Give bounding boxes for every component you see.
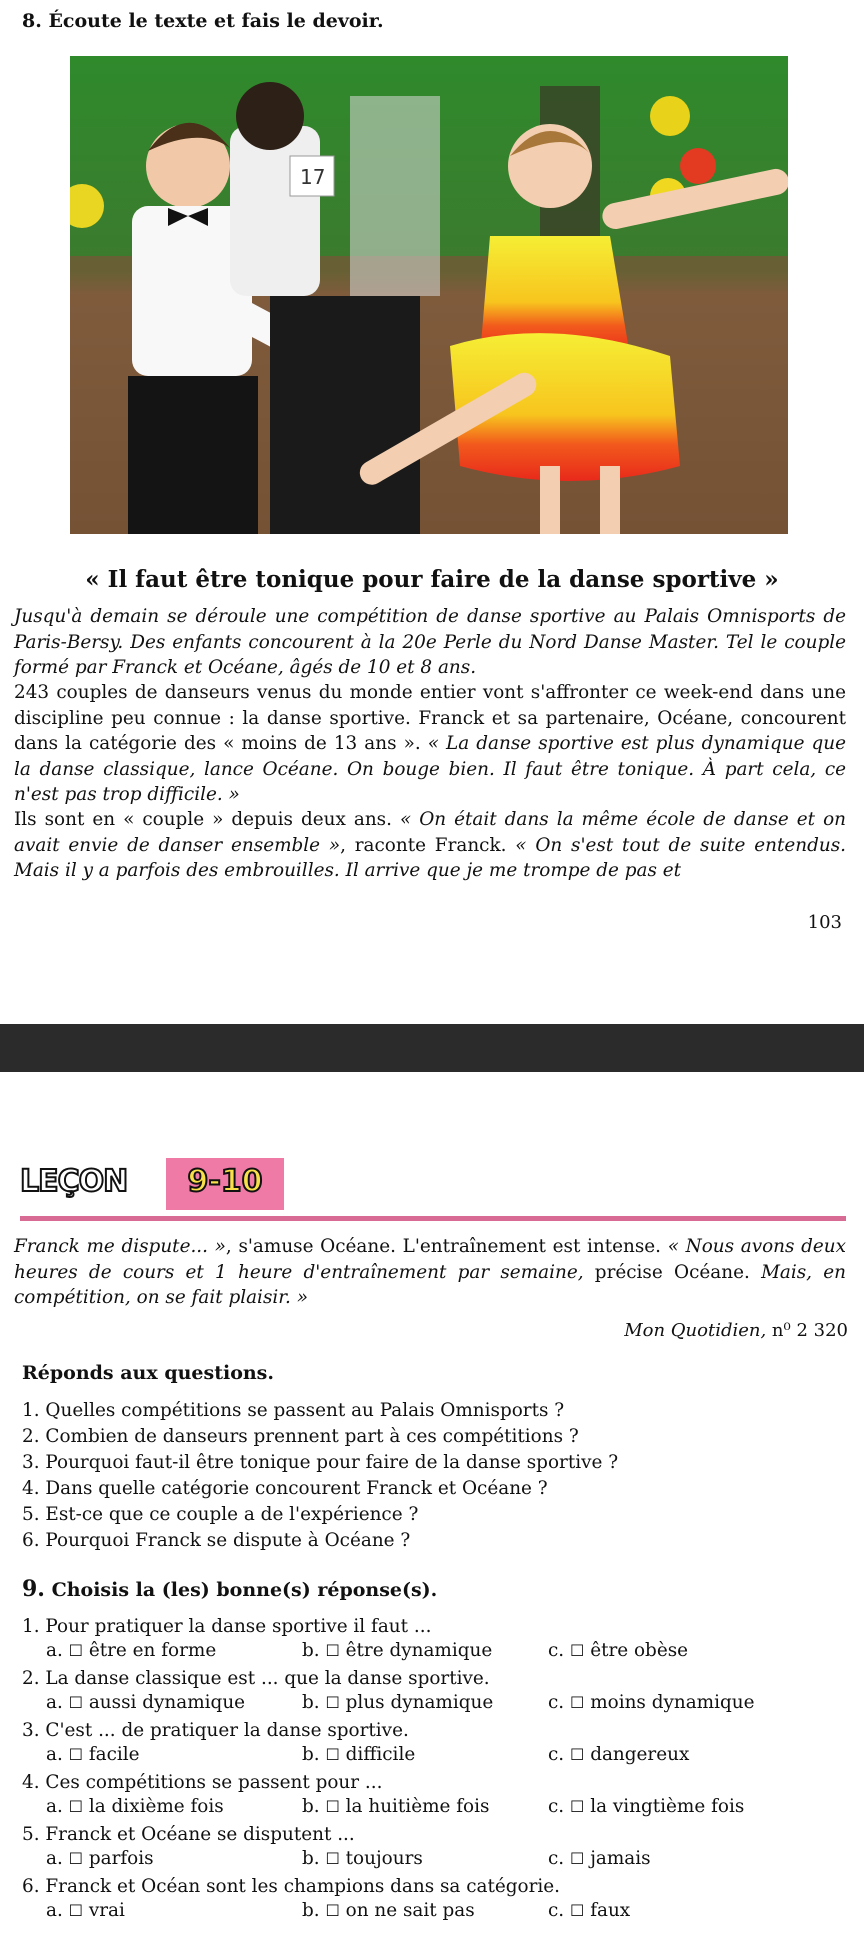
checkbox-icon[interactable]: ☐ — [325, 1797, 340, 1816]
article-source — [624, 1320, 848, 1341]
p4-quote-1: Franck me dispute... » — [14, 1236, 226, 1257]
option-letter: b. — [302, 1692, 326, 1713]
option-text: aussi dynamique — [83, 1692, 246, 1713]
option-text: dangereux — [584, 1744, 690, 1765]
choice-option-a — [46, 1640, 216, 1661]
option-text: la dixième fois — [83, 1796, 224, 1817]
choice-option-c — [548, 1848, 651, 1869]
option-text: la huitième fois — [339, 1796, 490, 1817]
lesson-label: LEÇON — [20, 1164, 128, 1199]
choice-option-b — [302, 1692, 493, 1713]
checkbox-icon[interactable]: ☐ — [570, 1849, 585, 1868]
option-letter: c. — [548, 1848, 570, 1869]
question-item: 1. Quelles compétitions se passent au Palais Omnisports ? — [22, 1400, 565, 1421]
article-paragraph-2 — [14, 680, 846, 808]
checkbox-icon[interactable]: ☐ — [570, 1745, 585, 1764]
dance-photo — [70, 56, 788, 534]
option-letter: c. — [548, 1744, 570, 1765]
choice-option-b — [302, 1900, 475, 1921]
option-text: être obèse — [584, 1640, 689, 1661]
option-letter: a. — [46, 1796, 69, 1817]
checkbox-icon[interactable]: ☐ — [570, 1693, 585, 1712]
choice-option-b — [302, 1796, 489, 1817]
choice-option-a — [46, 1796, 224, 1817]
checkbox-icon[interactable]: ☐ — [570, 1641, 585, 1660]
option-text: vrai — [83, 1900, 125, 1921]
article-paragraph-1 — [14, 604, 846, 681]
question-item: 2. Combien de danseurs prennent part à ces compétitions ? — [22, 1426, 579, 1447]
checkbox-icon[interactable]: ☐ — [68, 1693, 83, 1712]
intro-text: Jusqu'à demain se déroule une compétition de danse sportive au Palais Omnisports de Paris-Bersy. Des enfants concourent à la 20e Perle du Nord Danse Master. Tel le couple formé par Franck et Océane, âgés de 10 et 8 ans. — [14, 606, 846, 678]
option-letter: b. — [302, 1744, 326, 1765]
p4-text-b: précise Océane. — [583, 1261, 762, 1283]
choice-question: 5. Franck et Océane se disputent ... — [22, 1824, 355, 1845]
p3-text-b: , raconte Franck. — [340, 834, 516, 856]
page-separator — [0, 1024, 864, 1072]
lesson-divider — [20, 1216, 846, 1221]
question-item: 6. Pourquoi Franck se dispute à Océane ? — [22, 1530, 411, 1551]
checkbox-icon[interactable]: ☐ — [325, 1693, 340, 1712]
checkbox-icon[interactable]: ☐ — [68, 1901, 83, 1920]
option-letter: a. — [46, 1744, 69, 1765]
option-letter: b. — [302, 1900, 326, 1921]
choice-option-a — [46, 1900, 125, 1921]
page-number: 103 — [807, 912, 842, 933]
checkbox-icon[interactable]: ☐ — [68, 1745, 83, 1764]
choice-option-b — [302, 1744, 415, 1765]
choice-option-c — [548, 1796, 744, 1817]
option-text: toujours — [339, 1848, 423, 1869]
p3-quote-2: « On s'est tout de suite entendus. Mais il y a parfois des embrouilles. Il arrive que je me trompe de pas et — [14, 834, 846, 881]
option-text: être dynamique — [339, 1640, 493, 1661]
p2-text: 243 couples de danseurs venus du monde entier vont s'affronter ce week-end dans une discipline peu connue : la danse sportive. Franck et sa partenaire, Océane, concourent dans la catégorie des « moins de 13 ans ». — [14, 682, 846, 754]
option-text: plus dynamique — [339, 1692, 494, 1713]
option-text: jamais — [584, 1848, 651, 1869]
option-letter: c. — [548, 1900, 570, 1921]
checkbox-icon[interactable]: ☐ — [325, 1641, 340, 1660]
bib-number: 17 — [300, 165, 326, 189]
choice-question: 2. La danse classique est ... que la danse sportive. — [22, 1668, 490, 1689]
option-text: moins dynamique — [584, 1692, 755, 1713]
choice-option-b — [302, 1848, 423, 1869]
p3-quote-1: « On était dans la même école de danse et on avait envie de danser ensemble » — [14, 809, 847, 856]
checkbox-icon[interactable]: ☐ — [570, 1797, 585, 1816]
option-text: faux — [584, 1900, 631, 1921]
p4-quote-2: « Nous avons deux heures de cours et 1 heure d'entraînement par semaine, — [14, 1236, 846, 1283]
choice-question: 1. Pour pratiquer la danse sportive il faut ... — [22, 1616, 432, 1637]
choice-option-c — [548, 1900, 630, 1921]
checkbox-icon[interactable]: ☐ — [325, 1849, 340, 1868]
checkbox-icon[interactable]: ☐ — [570, 1901, 585, 1920]
option-letter: c. — [548, 1692, 570, 1713]
option-text: parfois — [83, 1848, 154, 1869]
option-letter: a. — [46, 1900, 69, 1921]
option-text: facile — [83, 1744, 140, 1765]
p4-quote-3: Mais, en compétition, on se fait plaisir. » — [14, 1261, 846, 1308]
article-paragraph-3 — [14, 807, 846, 884]
checkbox-icon[interactable]: ☐ — [68, 1849, 83, 1868]
exercise-8-title: 8. Écoute le texte et fais le devoir. — [22, 10, 384, 32]
checkbox-icon[interactable]: ☐ — [68, 1797, 83, 1816]
choices-title-text: Choisis la (les) bonne(s) réponse(s). — [44, 1579, 438, 1601]
option-letter: c. — [548, 1796, 570, 1817]
article-headline: « Il faut être tonique pour faire de la danse sportive » — [85, 566, 779, 593]
source-name: Mon Quotidien, — [624, 1320, 767, 1341]
option-text: la vingtième fois — [584, 1796, 745, 1817]
option-text: difficile — [339, 1744, 416, 1765]
choice-question: 4. Ces compétitions se passent pour ... — [22, 1772, 383, 1793]
p3-text-a: Ils sont en « couple » depuis deux ans. — [14, 809, 400, 830]
choice-option-a — [46, 1744, 140, 1765]
option-letter: b. — [302, 1640, 326, 1661]
option-letter: a. — [46, 1640, 69, 1661]
questions-list — [22, 1398, 618, 1554]
option-text: on ne sait pas — [339, 1900, 475, 1921]
choice-question: 3. C'est ... de pratiquer la danse sportive. — [22, 1720, 409, 1741]
choices-number: 9. — [22, 1576, 45, 1602]
checkbox-icon[interactable]: ☐ — [325, 1901, 340, 1920]
dancers-illustration — [70, 56, 788, 534]
checkbox-icon[interactable]: ☐ — [325, 1745, 340, 1764]
choice-option-c — [548, 1640, 688, 1661]
option-letter: b. — [302, 1796, 326, 1817]
p4-text-a: , s'amuse Océane. L'entraînement est intense. — [225, 1236, 668, 1257]
choice-option-c — [548, 1744, 689, 1765]
option-letter: c. — [548, 1640, 570, 1661]
choice-option-a — [46, 1848, 154, 1869]
source-issue: n⁰ 2 320 — [766, 1320, 848, 1341]
option-letter: a. — [46, 1692, 69, 1713]
choice-option-c — [548, 1692, 755, 1713]
question-item: 4. Dans quelle catégorie concourent Franck et Océane ? — [22, 1478, 548, 1499]
checkbox-icon[interactable]: ☐ — [68, 1641, 83, 1660]
choice-option-a — [46, 1692, 245, 1713]
option-letter: b. — [302, 1848, 326, 1869]
option-text: être en forme — [83, 1640, 217, 1661]
choice-question: 6. Franck et Océan sont les champions dans sa catégorie. — [22, 1876, 561, 1897]
questions-title: Réponds aux questions. — [22, 1362, 274, 1384]
p2-quote: « La danse sportive est plus dynamique que la danse classique, lance Océane. On bouge bien. Il faut être tonique. À part cela, ce n'est pas trop difficile. » — [14, 733, 847, 805]
article-paragraph-4 — [14, 1234, 846, 1311]
question-item: 5. Est-ce que ce couple a de l'expérience ? — [22, 1504, 419, 1525]
option-letter: a. — [46, 1848, 69, 1869]
question-item: 3. Pourquoi faut-il être tonique pour faire de la danse sportive ? — [22, 1452, 619, 1473]
lesson-number: 9-10 — [187, 1164, 263, 1199]
choice-option-b — [302, 1640, 492, 1661]
choices-title — [22, 1576, 437, 1602]
